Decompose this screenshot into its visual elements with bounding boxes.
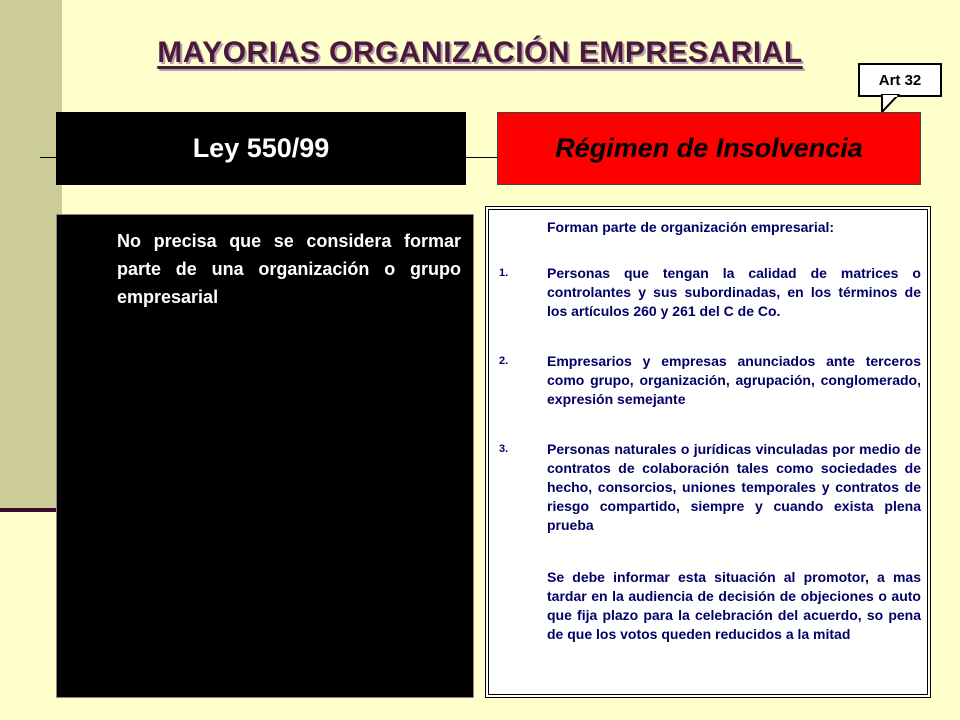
left-decorative-band bbox=[0, 0, 62, 510]
list-item-text: Personas que tengan la calidad de matrices o controlantes y sus subordinadas, en los términos de los artículos 260 y 261 del C de Co. bbox=[547, 265, 921, 319]
ley-550-panel bbox=[56, 214, 474, 698]
list-item-number: 3. bbox=[499, 443, 509, 455]
list-item-number: 2. bbox=[499, 355, 509, 367]
decorative-band-line bbox=[0, 508, 56, 512]
list-item-number: 1. bbox=[499, 267, 509, 279]
header-connector-middle bbox=[466, 157, 498, 158]
ley-550-header: Ley 550/99 bbox=[56, 112, 466, 185]
regimen-insolvencia-header: Régimen de Insolvencia bbox=[497, 112, 921, 185]
article-callout: Art 32 bbox=[858, 63, 942, 97]
regimen-panel bbox=[485, 206, 931, 698]
list-item-text: Personas naturales o jurídicas vinculadas por medio de contratos de colaboración tales como sociedades de hecho, consorcios, uniones temporales y contratos de riesgo compartido, siempre y cuando exista plena prueba bbox=[547, 441, 921, 533]
list-item-text: Empresarios y empresas anunciados ante terceros como grupo, organización, agrupación, conglomerado, expresión semejante bbox=[547, 353, 921, 407]
ley-550-text: No precisa que se considera formar parte de una organización o grupo empresarial bbox=[117, 231, 461, 307]
regimen-intro: Forman parte de organización empresarial: bbox=[547, 219, 835, 235]
slide-title: MAYORIAS ORGANIZACIÓN EMPRESARIAL bbox=[157, 36, 803, 69]
regimen-closing-note: Se debe informar esta situación al promotor, a mas tardar en la audiencia de decisión de objeciones o auto que fija plazo para la celebración del acuerdo, so pena de que los votos queden reducidos a la mitad bbox=[547, 569, 921, 642]
